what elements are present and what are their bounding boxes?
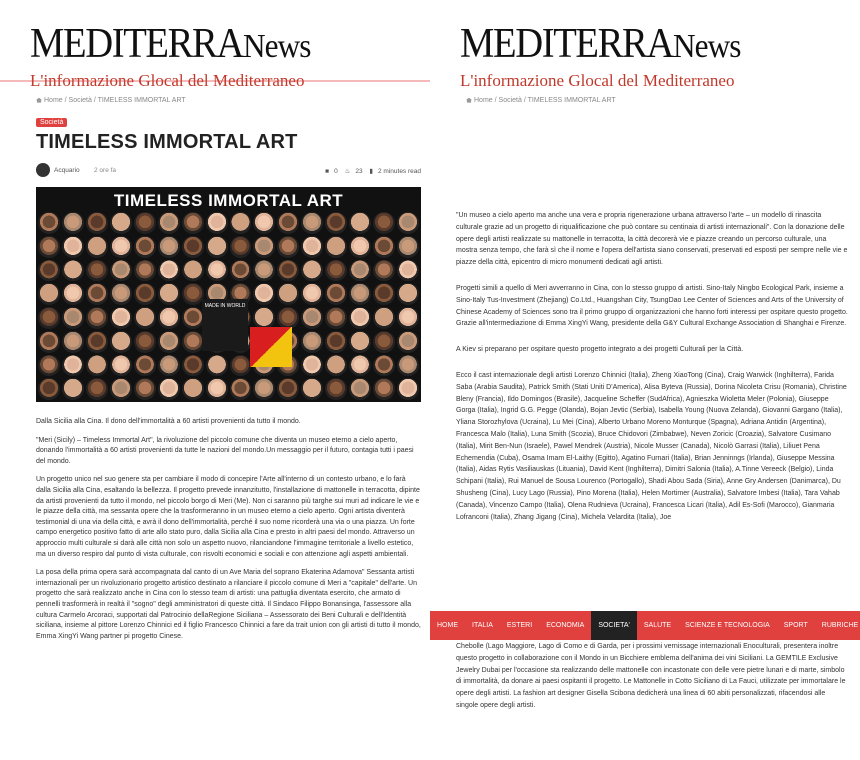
breadcrumb bbox=[466, 97, 616, 104]
artist-portrait bbox=[182, 260, 204, 282]
artist-portrait bbox=[301, 331, 323, 353]
artist-portrait bbox=[349, 331, 371, 353]
artist-portrait bbox=[62, 331, 84, 353]
comments-count[interactable]: 0 bbox=[334, 168, 338, 175]
nav-item-italia[interactable]: ITALIA bbox=[472, 622, 493, 629]
flame-icon: ♨ bbox=[344, 168, 351, 175]
artist-portrait bbox=[158, 307, 180, 329]
artist-portrait bbox=[373, 212, 395, 234]
artist-portrait bbox=[182, 283, 204, 305]
artist-portrait bbox=[158, 378, 180, 400]
artist-portrait bbox=[230, 260, 252, 282]
artist-portrait bbox=[301, 212, 323, 234]
artist-portrait bbox=[62, 236, 84, 258]
artist-portrait bbox=[62, 307, 84, 329]
artist-portrait bbox=[349, 212, 371, 234]
artist-portrait bbox=[206, 355, 228, 377]
author-name[interactable]: Acquario bbox=[54, 167, 80, 174]
publish-time: 2 ore fa bbox=[94, 167, 117, 174]
nav-item-rubriche[interactable]: RUBRICHE bbox=[821, 622, 859, 629]
artist-portrait bbox=[253, 307, 275, 329]
breadcrumb-home[interactable]: Home bbox=[474, 97, 493, 104]
artist-portrait bbox=[182, 331, 204, 353]
artist-portrait bbox=[110, 283, 132, 305]
artist-portrait bbox=[182, 307, 204, 329]
artist-portrait bbox=[277, 307, 299, 329]
artist-portrait bbox=[38, 355, 60, 377]
artist-portrait bbox=[301, 260, 323, 282]
artist-portrait bbox=[206, 260, 228, 282]
artist-portrait bbox=[373, 236, 395, 258]
artist-portrait bbox=[86, 236, 108, 258]
artist-portrait bbox=[110, 355, 132, 377]
artist-portrait bbox=[38, 307, 60, 329]
artist-portrait bbox=[62, 283, 84, 305]
views-count: 23 bbox=[355, 168, 363, 175]
nav-item-sport[interactable]: SPORT bbox=[783, 622, 808, 629]
artist-portrait bbox=[349, 307, 371, 329]
artist-portrait bbox=[277, 236, 299, 258]
artist-portrait bbox=[397, 307, 419, 329]
artist-portrait bbox=[253, 283, 275, 305]
paragraph: Chebolle (Lago Maggiore, Lago di Como e di Garda, per i prossimi vernissage internazionali Enoculturali, presentera inoltre questo progetto in collaborazione con il Mondo in un Bicchiere emblema dell'anima dei vini Siciliani. La GEMTILE Exclusive Jewelry Dubai per l'occasione sta realizzando delle mattonelle con incastonate con delle vere pietre lunari e di marte, simbolo di immortalità, da donare ai paesi ospitanti il progetto. Le Mattonelle in Cotto Siciliano di La Fauci, utilizzate per immortalare le opere degli artisti. La fashion art designer Gisella Scibona dedicherà una linea di 60 abiti personalizzati, rifacendosi alle singole opere degli artisti. bbox=[456, 643, 846, 709]
artist-portrait bbox=[86, 378, 108, 400]
artist-portrait bbox=[325, 283, 347, 305]
artist-portrait bbox=[86, 307, 108, 329]
artist-portrait bbox=[349, 260, 371, 282]
artist-portrait bbox=[349, 236, 371, 258]
bookmark-icon: ▮ bbox=[369, 168, 373, 175]
paragraph: La posa della prima opera sarà accompagnata dal canto di un Ave Maria del soprano Ekaterina Adamova" Sessanta artisti internazionali per un rivoluzionario progetto artistico destinato a rilanciare il piccolo comune di Meri a "capitale" dell'arte. Un progetto che sarà realizzato anche in Cina con lo stesso team di artisti: una pattuglia diventata esercito, che armato di pennelli trasformerà in realtà il "sogno" degli amministratori di queste città. Il Sindaco Filippo Bonansinga, l'assessore alla cultura Carmelo Arcoraci, supportati dal Patrocinio dellaRegione Siciliana – Assessorato dei Beni Culturali e dell'Identità siciliana, insieme al pittore Lorenzo Chinnici ed il figlio Francesco Chinnici a fare da trait union con gli artisti di tutto il mondo, Emma XingYi Wang partner pi progetto Cinese. bbox=[36, 569, 421, 640]
artist-portrait bbox=[110, 331, 132, 353]
artist-portrait bbox=[86, 260, 108, 282]
artist-portrait bbox=[277, 260, 299, 282]
artist-portrait bbox=[206, 378, 228, 400]
artist-portrait bbox=[110, 307, 132, 329]
breadcrumb-home[interactable]: Home bbox=[44, 97, 63, 104]
paragraph: Un progetto unico nel suo genere sta per cambiare il modo di concepire l'Arte all'interno di un contesto urbano, e lo farà dalla Sicilia alla Cina, esaltando la bellezza. Il progetto prevede innanzitutto, l'installazione di mattonelle in terracotta, dipinte da artisti provenienti da tutto il mondo, nel piccolo borgo di Meri (Me). Non ci saranno più targhe sui muri ad indicare le vie e le piazze della città, ma sessanta opere che la trasformeranno in un museo eterno a cielo aperto. Ogni artista diventerà testimonial di una via della città, e avrà il dono dell'immortalità, perché il suo nome ricorderà una via o una piazza. Un forte campo energetico positivo fatto di arte allo stato puro, dalla Sicilia alla Cina e presto in altri paesi del mondo. Attraverso un approccio multi culturale si darà alle città non solo un aspetto nuovo, rilanciandone l'immagine territoriale a livello estetico, ma un diverso respiro dal punto di vista culturale, con risvolti economici e sociali e con attenzione agli aspetti ambientali. bbox=[36, 476, 420, 558]
artist-portrait bbox=[301, 378, 323, 400]
nav-item-esteri[interactable]: ESTERI bbox=[506, 622, 533, 629]
artist-portrait bbox=[158, 260, 180, 282]
artist-portrait bbox=[158, 331, 180, 353]
artist-portrait bbox=[301, 236, 323, 258]
comments-icon: ■ bbox=[325, 168, 330, 175]
breadcrumb-category[interactable]: Società bbox=[498, 97, 522, 104]
artist-portrait bbox=[86, 283, 108, 305]
avatar[interactable] bbox=[36, 163, 50, 177]
site-logo[interactable]: MEDITERRANews bbox=[460, 21, 741, 67]
article-body-middle bbox=[456, 210, 848, 537]
artist-portrait bbox=[277, 212, 299, 234]
artist-portrait bbox=[325, 236, 347, 258]
artist-portrait bbox=[38, 331, 60, 353]
artist-portrait bbox=[206, 212, 228, 234]
artist-portrait bbox=[110, 212, 132, 234]
artist-portrait bbox=[134, 283, 156, 305]
artist-portrait bbox=[397, 378, 419, 400]
artist-portrait bbox=[134, 307, 156, 329]
artist-portrait bbox=[158, 236, 180, 258]
hero-image-title: TIMELESS IMMORTAL ART bbox=[113, 191, 344, 210]
artist-portrait bbox=[397, 212, 419, 234]
site-tagline: L'informazione Glocal del Mediterraneo bbox=[460, 71, 735, 90]
artist-portrait bbox=[397, 355, 419, 377]
artist-portrait bbox=[86, 331, 108, 353]
artist-portrait bbox=[110, 260, 132, 282]
article-stats bbox=[320, 167, 421, 175]
artist-portrait bbox=[230, 355, 252, 377]
artist-portrait bbox=[325, 355, 347, 377]
artist-portrait bbox=[373, 355, 395, 377]
artist-portrait bbox=[253, 212, 275, 234]
artist-portrait bbox=[277, 283, 299, 305]
artist-portrait bbox=[206, 236, 228, 258]
paragraph: Ecco il cast internazionale degli artisti Lorenzo Chinnici (Italia), Zheng XiaoTong (Cina), Craig Warwick (Inghilterra), Farida Saba (Arabia Saudita), Patrick Smith (Stati Uniti D'America), Alisa Byteva (Russia), Dorina Nicoleta Crisu (Romania), Christine Bleny (Francia), Ildo Domingos (Brasile), Jacqueline Scheffer (SudAfrica), Agnieszka Wioletta Meler (Polonia), Giuseppe Gorga (Italia), Ingrid G.G. Pegge (Olanda), Bojan Jevtic (Serbia), Isabella Young (Nuova Zelanda), Giovanni Gargano (Italia), Yliana Storozhylova (Ucraina), Lu Mei (Cina), Alberto Urbano Moreno Monturque (Spagna), Adriana Antidin (Argentina), Francesca Malo (Italia), Luna Smith (Scozia), Bruce Chidovori (Zimbabwe), Neven Zoricic (Croazia), Salvatore Cusimano (Italia), Mirit Ben-Nun (Israele), Pawel Mendrek (Austria), Nicole Musser (Canada), Nicolò Garrasi (Italia), Liliuet Pena Echemendia (Cuba), Osama Imam El-Laithy (Egitto), Agatino Furnari (Italia), Brian Jenninngs (Irlanda), Giuseppe Messina (Italia), Aidas Rytis Vasiliauskas (Lituania), David Kent (Inghilterra), Dimitri Salonia (Italia), A.Tinne Vereeck (Belgio), Linda Schipani (Italia), Rui Manuel de Sousa Lourenco (Portogallo), Shadi Abou Sada (Siria), Anne Gry Andersen (Danimarca), Du Shusheng (Cina), Lucy Lago (Russia), Pino Morena (Italia), Helen Mortimer (Australia), Salvatore Imbesi (Italia), Tara Vahab (Canada), Vincenzo Campo (Italia), Olena Rudnieva (Ucraina), Francesca Licari (Italia), Adil Es-Sofi (Marocco), Gianmaria Lofranconi (Italia), Zhang Jigang (Cina), Michela Velardita (Italia), Joe bbox=[456, 371, 847, 521]
site-masthead[interactable] bbox=[460, 22, 850, 91]
artist-portrait bbox=[230, 236, 252, 258]
breadcrumb bbox=[36, 97, 186, 104]
breadcrumb-separator: / bbox=[91, 97, 98, 104]
site-tagline: L'informazione Glocal del Mediterraneo bbox=[30, 71, 305, 90]
breadcrumb-current: TIMELESS IMMORTAL ART bbox=[527, 97, 616, 104]
artist-portrait bbox=[62, 378, 84, 400]
paragraph: "Meri (Sicily) – Timeless Immortal Art", la rivoluzione del piccolo comune che diventa un museo eterno a cielo aperto, donando l'immortalità a 60 artisti provenienti da tutte le nazioni del mondo.Un messaggio per il futuro, contagia tutti i paesi del mondo. bbox=[36, 436, 414, 465]
artist-portrait bbox=[158, 355, 180, 377]
artist-portrait bbox=[373, 307, 395, 329]
artist-portrait bbox=[38, 283, 60, 305]
read-time: 2 minutes read bbox=[378, 168, 421, 175]
artist-portrait bbox=[301, 283, 323, 305]
breadcrumb-separator: / bbox=[521, 97, 528, 104]
article-body-top bbox=[36, 417, 422, 650]
artist-portrait bbox=[373, 378, 395, 400]
sicily-flag-icon bbox=[250, 327, 292, 367]
nav-item-home[interactable]: HOME bbox=[437, 622, 458, 629]
header-divider bbox=[0, 80, 430, 82]
artist-portrait bbox=[325, 212, 347, 234]
artist-portrait bbox=[134, 331, 156, 353]
artist-portrait bbox=[86, 212, 108, 234]
artist-portrait bbox=[325, 331, 347, 353]
artist-portrait bbox=[277, 378, 299, 400]
article-title: TIMELESS IMMORTAL ART bbox=[36, 131, 298, 153]
artist-portrait bbox=[158, 283, 180, 305]
breadcrumb-category[interactable]: Società bbox=[68, 97, 92, 104]
artist-portrait bbox=[38, 260, 60, 282]
artist-portrait bbox=[397, 283, 419, 305]
artist-portrait bbox=[182, 212, 204, 234]
artist-portrait bbox=[253, 260, 275, 282]
artist-portrait bbox=[301, 355, 323, 377]
paragraph: A Kiev si preparano per ospitare questo progetto integrato a dei progetti Culturali per la Città. bbox=[456, 346, 744, 354]
article-meta bbox=[36, 162, 421, 180]
artist-portrait bbox=[230, 212, 252, 234]
artist-portrait bbox=[301, 307, 323, 329]
artist-portrait bbox=[38, 236, 60, 258]
artist-portrait bbox=[397, 331, 419, 353]
breadcrumb-separator: / bbox=[62, 97, 69, 104]
artist-portrait bbox=[38, 212, 60, 234]
artist-portrait bbox=[182, 236, 204, 258]
artist-portrait bbox=[373, 260, 395, 282]
hero-image bbox=[36, 187, 421, 402]
artist-portrait bbox=[230, 378, 252, 400]
article-page-bottom bbox=[430, 0, 860, 760]
home-icon bbox=[36, 98, 42, 103]
main-navigation bbox=[430, 611, 860, 640]
paragraph: Dalla Sicilia alla Cina. Il dono dell'immortalità a 60 artisti provenienti da tutto il mondo. bbox=[36, 418, 301, 425]
paragraph: "Un museo a cielo aperto ma anche una vera e propria rigenerazione urbana attraverso l'arte – un modello di rinascita culturale grazie ad un progetto di riqualificazione che può contare su centinaia di artisti internazionali". Con la donazione delle opere degli artisti realizzate su mattonelle in terracotta, la città decorerà vie e piazze creando un percorso culturale, una mostra senza tempo, che farà sì che il nome e l'opera dell'artista siano conservati, preservati ed esposti per sempre nelle vie e piazze della città, epicentro di micro monumenti dedicati agli artisti. bbox=[456, 212, 848, 267]
artist-portrait bbox=[182, 355, 204, 377]
made-in-world-badge: MADE IN WORLD bbox=[202, 299, 248, 351]
paragraph: Progetti simili a quello di Meri avverranno in Cina, con lo stesso gruppo di artisti. Sino-Italy Ningbo Ecological Park, insieme a Sino-Italy Tus-Investment (Zhejiang) Co.Ltd., Huangshan City, TsungDao Lee Center of Sciences and Arts of the University of Chinese Academy of Sciences sono tra il primo gruppo di organizzazioni che hanno forti interessi per ospitare questo progetto. Grazie all'intermediazione di Emma XingYi Wang, presidente della G&Y Cultural Exchange Association di Shanghai e Firenze. bbox=[456, 284, 848, 328]
artist-portrait bbox=[253, 236, 275, 258]
artist-portrait bbox=[110, 378, 132, 400]
artist-portrait bbox=[62, 260, 84, 282]
artist-portrait bbox=[62, 212, 84, 234]
artist-portrait bbox=[349, 355, 371, 377]
nav-item-scienze-e-tecnologia[interactable]: SCIENZE E TECNOLOGIA bbox=[685, 622, 770, 629]
site-logo[interactable]: MEDITERRANews bbox=[30, 21, 311, 67]
artist-portrait bbox=[110, 236, 132, 258]
artist-portrait bbox=[134, 212, 156, 234]
nav-item-societa[interactable]: SOCIETA' bbox=[591, 611, 637, 640]
article-body-continued bbox=[456, 641, 848, 712]
artist-portrait bbox=[38, 378, 60, 400]
artist-portrait bbox=[134, 236, 156, 258]
artist-portrait bbox=[158, 212, 180, 234]
home-icon bbox=[466, 98, 472, 103]
artist-portrait bbox=[349, 283, 371, 305]
artist-portrait bbox=[373, 283, 395, 305]
nav-item-economia[interactable]: ECONOMIA bbox=[546, 622, 585, 629]
artist-portrait bbox=[397, 236, 419, 258]
artist-portrait bbox=[86, 355, 108, 377]
artist-portrait bbox=[134, 260, 156, 282]
artist-portrait bbox=[325, 307, 347, 329]
artist-portrait bbox=[134, 355, 156, 377]
nav-item-salute[interactable]: SALUTE bbox=[643, 622, 672, 629]
breadcrumb-current: TIMELESS IMMORTAL ART bbox=[97, 97, 186, 104]
artist-portrait bbox=[253, 378, 275, 400]
category-badge[interactable]: Società bbox=[36, 118, 67, 127]
artist-portrait bbox=[182, 378, 204, 400]
artist-portrait bbox=[373, 331, 395, 353]
artist-portrait bbox=[62, 355, 84, 377]
artist-portrait bbox=[134, 378, 156, 400]
artist-portrait bbox=[349, 378, 371, 400]
breadcrumb-separator: / bbox=[492, 97, 499, 104]
artist-portrait bbox=[325, 260, 347, 282]
artist-portrait bbox=[397, 260, 419, 282]
artist-portrait bbox=[325, 378, 347, 400]
